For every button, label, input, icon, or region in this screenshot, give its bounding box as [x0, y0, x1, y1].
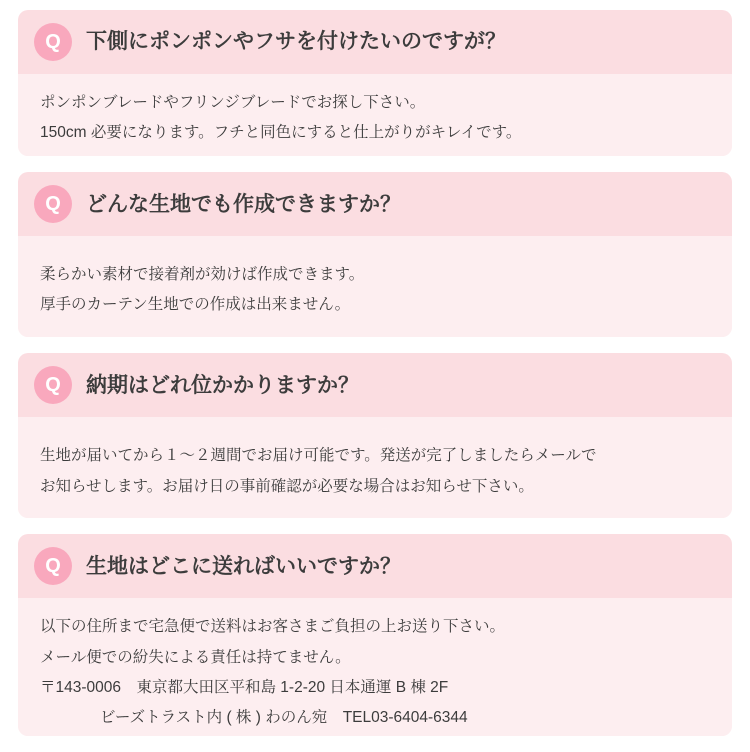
question-badge-icon: Q — [34, 185, 72, 223]
faq-question-header — [18, 353, 732, 417]
faq-answer — [18, 598, 732, 736]
faq-answer-line: 柔らかい素材で接着剤が効けば作成できます。 — [40, 266, 365, 284]
faq-question-text: どんな生地でも作成できますか？ — [86, 192, 401, 216]
faq-question-header — [18, 172, 732, 236]
faq-answer-line: 厚手のカーテン生地での作成は出来ません。 — [40, 296, 351, 314]
faq-answer-contact: ビーズトラスト内 ( 株 ) わのん宛 TEL03-6404-6344 — [100, 709, 468, 727]
question-badge-icon: Q — [34, 23, 72, 61]
faq-question-header — [18, 10, 732, 74]
faq-item — [18, 534, 732, 736]
faq-question-text: 納期はどれ位かかりますか？ — [86, 373, 359, 397]
faq-answer-line: 150cm 必要になります。フチと同色にすると仕上がりがキレイです。 — [40, 124, 522, 142]
faq-answer-line: 生地が届いてから１〜２週間でお届け可能です。発送が完了しましたらメールで — [40, 447, 597, 465]
faq-question-header — [18, 534, 732, 598]
question-badge-icon: Q — [34, 547, 72, 585]
faq-answer — [18, 74, 732, 156]
faq-item — [18, 10, 732, 156]
faq-question-text: 生地はどこに送ればいいですか？ — [86, 554, 401, 578]
faq-answer — [18, 236, 732, 337]
faq-answer-line: お知らせします。お届け日の事前確認が必要な場合はお知らせ下さい。 — [40, 477, 534, 495]
question-badge-icon: Q — [34, 366, 72, 404]
faq-answer-line: ポンポンブレードやフリンジブレードでお探し下さい。 — [40, 94, 426, 111]
faq-answer-address: 〒143-0006 東京都大田区平和島 1-2-20 日本通運 B 棟 2F — [40, 678, 449, 696]
faq-answer-line: 以下の住所まで宅急便で送料はお客さまご負担の上お送り下さい。 — [40, 618, 506, 636]
faq-answer-line: メール便での紛失による責任は持てません。 — [40, 648, 351, 666]
faq-question-text: 下側にポンポンやフサを付けたいのですが？ — [86, 30, 506, 54]
faq-answer — [18, 417, 732, 518]
faq-item — [18, 172, 732, 337]
faq-item — [18, 353, 732, 518]
